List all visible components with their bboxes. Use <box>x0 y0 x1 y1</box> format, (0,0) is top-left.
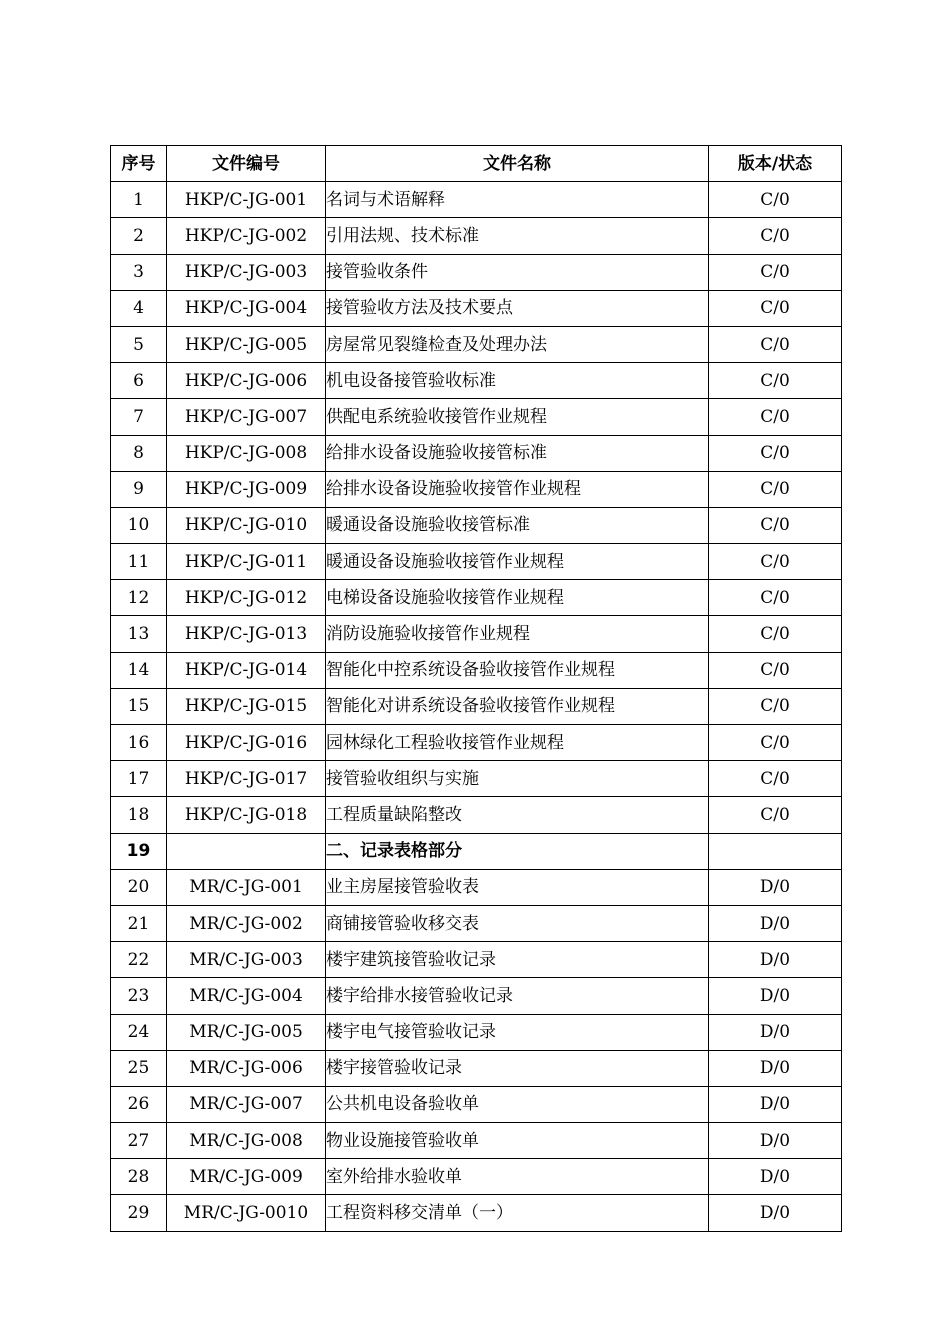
cell-code: HKP/C-JG-017 <box>167 761 326 797</box>
cell-seq: 19 <box>111 833 167 869</box>
cell-seq: 25 <box>111 1050 167 1086</box>
table-row <box>111 905 842 941</box>
cell-seq: 1 <box>111 182 167 218</box>
cell-name: 消防设施验收接管作业规程 <box>326 616 709 652</box>
cell-code: HKP/C-JG-011 <box>167 544 326 580</box>
cell-name: 室外给排水验收单 <box>326 1159 709 1195</box>
cell-seq: 24 <box>111 1014 167 1050</box>
table-row <box>111 616 842 652</box>
table-row <box>111 254 842 290</box>
cell-name: 机电设备接管验收标准 <box>326 363 709 399</box>
cell-code: MR/C-JG-0010 <box>167 1195 326 1231</box>
cell-code: HKP/C-JG-018 <box>167 797 326 833</box>
cell-name: 公共机电设备验收单 <box>326 1086 709 1122</box>
table-row <box>111 399 842 435</box>
cell-version: D/0 <box>709 869 842 905</box>
cell-seq: 21 <box>111 905 167 941</box>
cell-name: 业主房屋接管验收表 <box>326 869 709 905</box>
table-row <box>111 580 842 616</box>
cell-name: 供配电系统验收接管作业规程 <box>326 399 709 435</box>
cell-code: HKP/C-JG-008 <box>167 435 326 471</box>
table-row <box>111 218 842 254</box>
cell-version: D/0 <box>709 1050 842 1086</box>
cell-name: 房屋常见裂缝检查及处理办法 <box>326 326 709 362</box>
cell-seq: 11 <box>111 544 167 580</box>
cell-code: HKP/C-JG-002 <box>167 218 326 254</box>
cell-version <box>709 833 842 869</box>
cell-seq: 16 <box>111 725 167 761</box>
cell-name: 商铺接管验收移交表 <box>326 905 709 941</box>
cell-version: C/0 <box>709 435 842 471</box>
cell-name: 智能化对讲系统设备验收接管作业规程 <box>326 688 709 724</box>
cell-name: 接管验收条件 <box>326 254 709 290</box>
cell-version: C/0 <box>709 797 842 833</box>
cell-version: D/0 <box>709 1195 842 1231</box>
header-seq: 序号 <box>111 146 167 182</box>
table-row <box>111 942 842 978</box>
cell-version: C/0 <box>709 471 842 507</box>
cell-code: HKP/C-JG-016 <box>167 725 326 761</box>
cell-code: HKP/C-JG-003 <box>167 254 326 290</box>
cell-code: MR/C-JG-007 <box>167 1086 326 1122</box>
table-row <box>111 471 842 507</box>
table-row <box>111 978 842 1014</box>
table-row <box>111 544 842 580</box>
cell-name: 电梯设备设施验收接管作业规程 <box>326 580 709 616</box>
header-version: 版本/状态 <box>709 146 842 182</box>
cell-version: C/0 <box>709 363 842 399</box>
cell-name: 园林绿化工程验收接管作业规程 <box>326 725 709 761</box>
table-row <box>111 725 842 761</box>
cell-seq: 17 <box>111 761 167 797</box>
cell-name: 工程资料移交清单（一） <box>326 1195 709 1231</box>
cell-version: D/0 <box>709 1123 842 1159</box>
table-row <box>111 797 842 833</box>
cell-seq: 12 <box>111 580 167 616</box>
cell-version: C/0 <box>709 580 842 616</box>
cell-name: 楼宇给排水接管验收记录 <box>326 978 709 1014</box>
cell-code: HKP/C-JG-009 <box>167 471 326 507</box>
cell-code: MR/C-JG-004 <box>167 978 326 1014</box>
cell-code <box>167 833 326 869</box>
cell-name: 二、记录表格部分 <box>326 833 709 869</box>
cell-seq: 14 <box>111 652 167 688</box>
table-row <box>111 363 842 399</box>
header-name: 文件名称 <box>326 146 709 182</box>
table-row <box>111 652 842 688</box>
cell-name: 接管验收方法及技术要点 <box>326 290 709 326</box>
cell-code: MR/C-JG-002 <box>167 905 326 941</box>
cell-code: MR/C-JG-006 <box>167 1050 326 1086</box>
table-row <box>111 182 842 218</box>
cell-code: MR/C-JG-009 <box>167 1159 326 1195</box>
table-row <box>111 869 842 905</box>
table-row <box>111 688 842 724</box>
cell-version: D/0 <box>709 1086 842 1122</box>
cell-code: HKP/C-JG-001 <box>167 182 326 218</box>
cell-name: 给排水设备设施验收接管作业规程 <box>326 471 709 507</box>
cell-seq: 6 <box>111 363 167 399</box>
cell-name: 工程质量缺陷整改 <box>326 797 709 833</box>
cell-code: MR/C-JG-008 <box>167 1123 326 1159</box>
cell-code: HKP/C-JG-013 <box>167 616 326 652</box>
section-row <box>111 833 842 869</box>
table-row <box>111 1050 842 1086</box>
cell-version: C/0 <box>709 290 842 326</box>
cell-seq: 8 <box>111 435 167 471</box>
cell-name: 引用法规、技术标准 <box>326 218 709 254</box>
table-row <box>111 290 842 326</box>
cell-version: C/0 <box>709 761 842 797</box>
cell-name: 给排水设备设施验收接管标准 <box>326 435 709 471</box>
cell-version: C/0 <box>709 507 842 543</box>
cell-version: C/0 <box>709 182 842 218</box>
table-row <box>111 761 842 797</box>
cell-name: 暖通设备设施验收接管标准 <box>326 507 709 543</box>
cell-version: C/0 <box>709 616 842 652</box>
cell-version: C/0 <box>709 399 842 435</box>
cell-name: 楼宇接管验收记录 <box>326 1050 709 1086</box>
cell-code: MR/C-JG-001 <box>167 869 326 905</box>
cell-version: C/0 <box>709 544 842 580</box>
header-code: 文件编号 <box>167 146 326 182</box>
cell-code: HKP/C-JG-015 <box>167 688 326 724</box>
cell-seq: 10 <box>111 507 167 543</box>
table-row <box>111 1123 842 1159</box>
cell-version: C/0 <box>709 254 842 290</box>
table-header-row <box>111 146 842 182</box>
cell-seq: 3 <box>111 254 167 290</box>
cell-code: HKP/C-JG-010 <box>167 507 326 543</box>
cell-seq: 7 <box>111 399 167 435</box>
cell-version: C/0 <box>709 688 842 724</box>
cell-seq: 26 <box>111 1086 167 1122</box>
cell-seq: 4 <box>111 290 167 326</box>
cell-version: D/0 <box>709 1159 842 1195</box>
table-row <box>111 507 842 543</box>
table-row <box>111 1195 842 1231</box>
cell-seq: 22 <box>111 942 167 978</box>
cell-seq: 13 <box>111 616 167 652</box>
cell-version: D/0 <box>709 942 842 978</box>
table-row <box>111 326 842 362</box>
cell-seq: 28 <box>111 1159 167 1195</box>
cell-version: D/0 <box>709 978 842 1014</box>
cell-version: C/0 <box>709 218 842 254</box>
cell-version: C/0 <box>709 652 842 688</box>
cell-code: MR/C-JG-005 <box>167 1014 326 1050</box>
cell-code: HKP/C-JG-014 <box>167 652 326 688</box>
cell-version: C/0 <box>709 326 842 362</box>
cell-name: 物业设施接管验收单 <box>326 1123 709 1159</box>
cell-code: HKP/C-JG-005 <box>167 326 326 362</box>
cell-name: 楼宇电气接管验收记录 <box>326 1014 709 1050</box>
table-row <box>111 1159 842 1195</box>
cell-seq: 2 <box>111 218 167 254</box>
cell-seq: 18 <box>111 797 167 833</box>
cell-code: HKP/C-JG-007 <box>167 399 326 435</box>
cell-code: HKP/C-JG-012 <box>167 580 326 616</box>
document-index-table <box>110 145 842 1232</box>
cell-version: C/0 <box>709 725 842 761</box>
cell-name: 名词与术语解释 <box>326 182 709 218</box>
cell-seq: 9 <box>111 471 167 507</box>
cell-name: 暖通设备设施验收接管作业规程 <box>326 544 709 580</box>
cell-code: HKP/C-JG-006 <box>167 363 326 399</box>
table-row <box>111 1086 842 1122</box>
cell-seq: 20 <box>111 869 167 905</box>
cell-name: 智能化中控系统设备验收接管作业规程 <box>326 652 709 688</box>
cell-version: D/0 <box>709 905 842 941</box>
cell-code: MR/C-JG-003 <box>167 942 326 978</box>
cell-seq: 29 <box>111 1195 167 1231</box>
cell-seq: 27 <box>111 1123 167 1159</box>
table-body <box>111 182 842 1231</box>
cell-name: 接管验收组织与实施 <box>326 761 709 797</box>
table-row <box>111 435 842 471</box>
cell-version: D/0 <box>709 1014 842 1050</box>
cell-seq: 15 <box>111 688 167 724</box>
table-row <box>111 1014 842 1050</box>
cell-code: HKP/C-JG-004 <box>167 290 326 326</box>
cell-seq: 5 <box>111 326 167 362</box>
cell-seq: 23 <box>111 978 167 1014</box>
cell-name: 楼宇建筑接管验收记录 <box>326 942 709 978</box>
